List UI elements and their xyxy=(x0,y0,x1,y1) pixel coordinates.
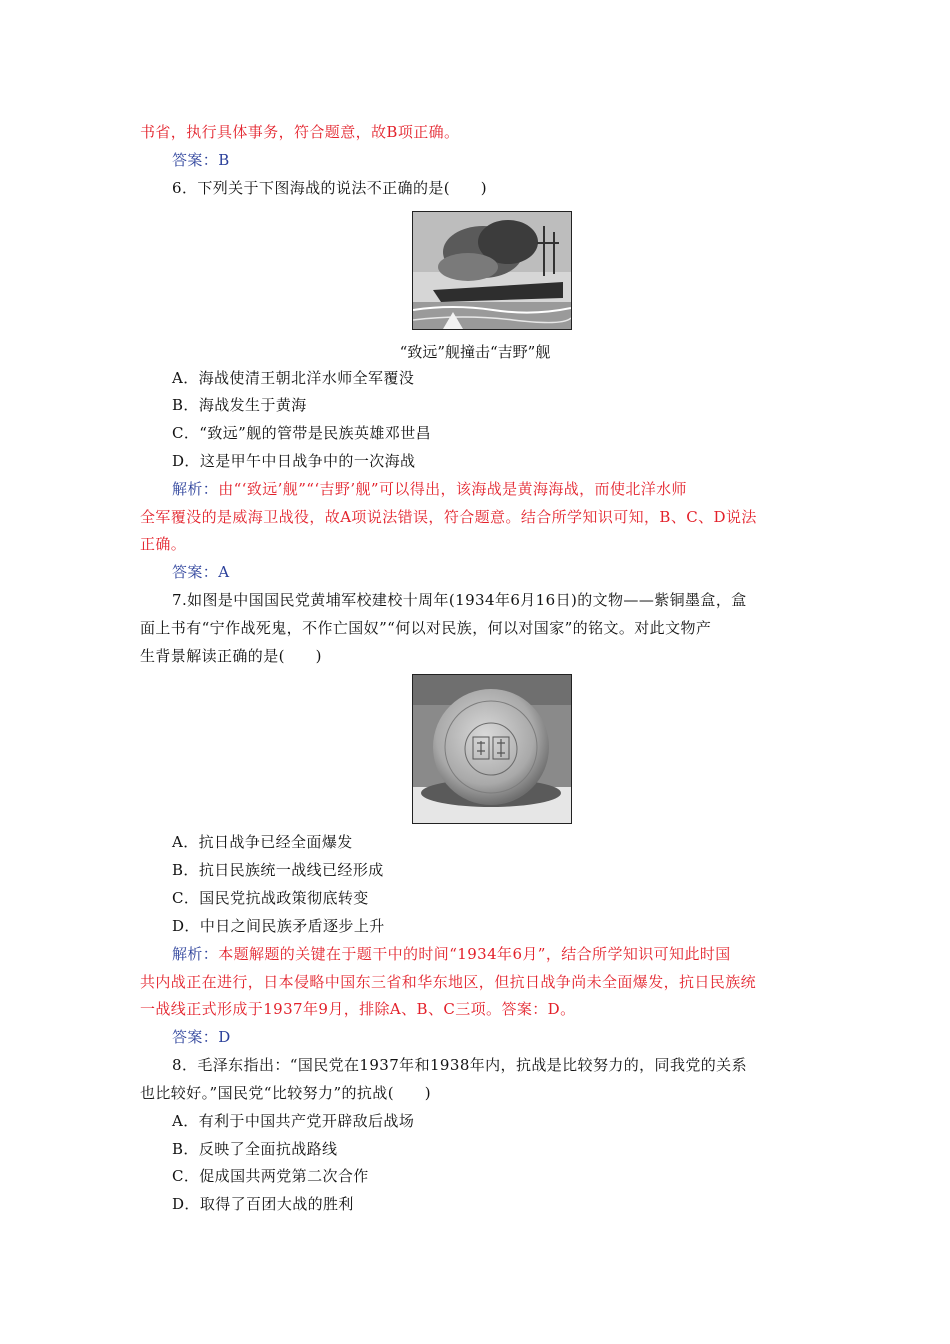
q6-answer: 答案：A xyxy=(172,563,230,581)
q6-option-d: D．这是甲午中日战争中的一次海战 xyxy=(172,452,416,470)
q6-analysis-line-3: 正确。 xyxy=(140,535,187,553)
q7-stem-line-1: 7.如图是中国国民党黄埔军校建校十周年(1934年6月16日)的文物——紫铜墨盒，盒 xyxy=(172,591,747,609)
q7-analysis-line-1: 解析：本题解题的关键在于题干中的时间“1934年6月”，结合所学知识可知此时国 xyxy=(172,945,731,963)
q6-analysis-label: 解析： xyxy=(172,480,219,498)
q7-stem-line-2: 面上书有“宁作战死鬼，不作亡国奴”“何以对民族，何以对国家”的铭文。对此文物产 xyxy=(140,619,712,637)
q7-analysis-line-2: 共内战正在进行，日本侵略中国东三省和华东地区，但抗日战争尚未全面爆发，抗日民族统 xyxy=(140,973,757,991)
q7-option-c: C．国民党抗战政策彻底转变 xyxy=(172,889,369,907)
q6-stem: 6．下列关于下图海战的说法不正确的是( ) xyxy=(172,179,488,197)
q7-option-b: B．抗日民族统一战线已经形成 xyxy=(172,861,384,879)
q8-stem-line-2: 也比较好。”国民党“比较努力”的抗战( ) xyxy=(140,1084,432,1102)
q6-option-b: B．海战发生于黄海 xyxy=(172,396,307,414)
q7-option-a: A．抗日战争已经全面爆发 xyxy=(172,833,353,851)
q8-option-a: A．有利于中国共产党开辟敌后战场 xyxy=(172,1112,415,1130)
q6-figure-caption: “致远”舰撞击“吉野”舰 xyxy=(399,343,551,361)
q7-stem-line-3: 生背景解读正确的是( ) xyxy=(140,647,322,665)
q8-option-d: D．取得了百团大战的胜利 xyxy=(172,1195,354,1213)
q5-analysis-tail: 书省，执行具体事务，符合题意，故B项正确。 xyxy=(140,123,460,141)
q8-option-c: C．促成国共两党第二次合作 xyxy=(172,1167,369,1185)
q6-option-c: C．“致远”舰的管带是民族英雄邓世昌 xyxy=(172,424,432,442)
q8-option-b: B．反映了全面抗战路线 xyxy=(172,1140,338,1158)
q7-answer: 答案：D xyxy=(172,1028,231,1046)
q7-analysis-line-3: 一战线正式形成于1937年9月，排除A、B、C三项。答案：D。 xyxy=(140,1000,576,1018)
q8-stem-line-1: 8．毛泽东指出：“国民党在1937年和1938年内，抗战是比较努力的，同我党的关系 xyxy=(172,1056,747,1074)
ink-box-image xyxy=(412,674,572,824)
q6-option-a: A．海战使清王朝北洋水师全军覆没 xyxy=(172,369,415,387)
q7-option-d: D．中日之间民族矛盾逐步上升 xyxy=(172,917,385,935)
q6-analysis-line-1: 解析：由“‘致远’舰”“‘吉野’舰”可以得出，该海战是黄海海战，而使北洋水师 xyxy=(172,480,687,498)
q5-answer: 答案：B xyxy=(172,151,230,169)
naval-battle-image xyxy=(412,211,572,330)
q6-analysis-line-2: 全军覆没的是威海卫战役，故A项说法错误，符合题意。结合所学知识可知，B、C、D说法 xyxy=(140,508,757,526)
q7-analysis-label: 解析： xyxy=(172,945,219,963)
